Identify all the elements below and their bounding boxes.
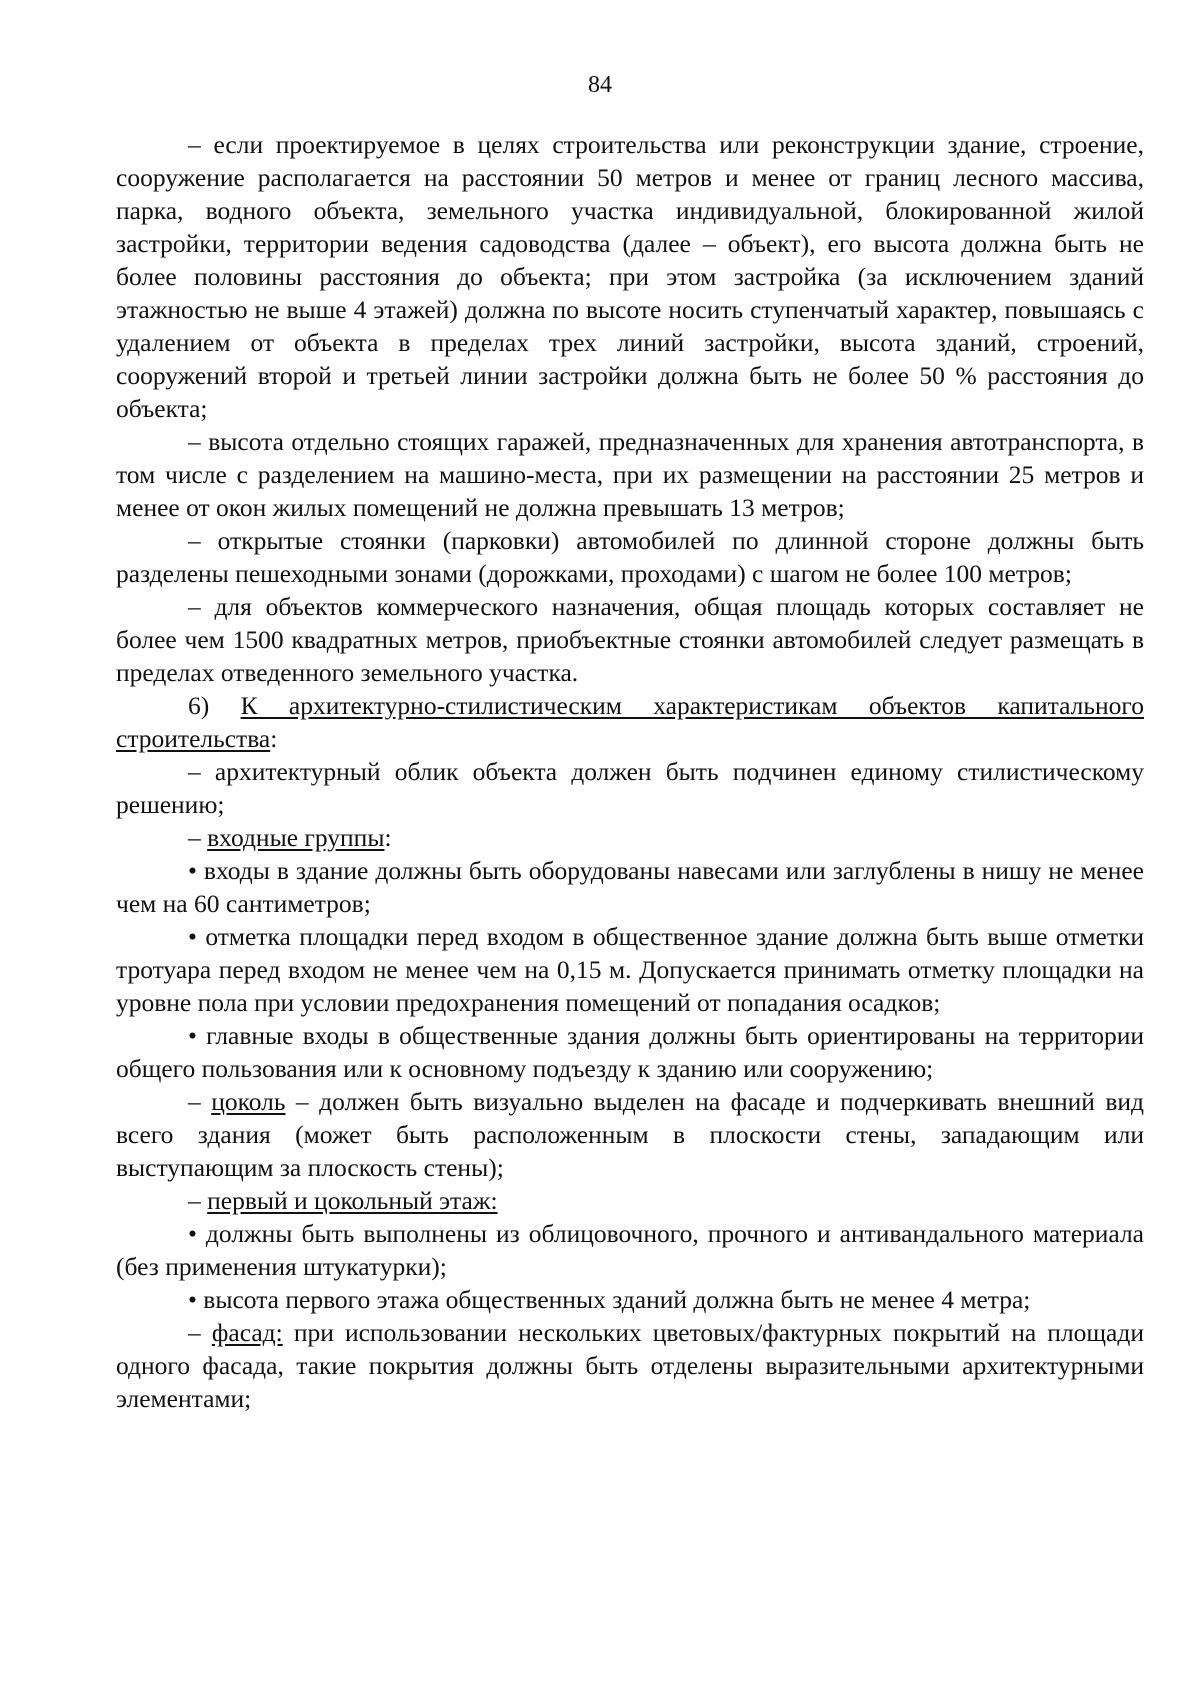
section-heading-suffix: : [270, 724, 278, 753]
paragraph-building-height-near-objects: – если проектируемое в целях строительства или реконструкции здание, строение, сооружение располагается на расстоянии 50 метров и менее от границ лесного массива, парка, водного объекта, земельного участка индивидуальной, блокированной жилой застройки, территории ведения садоводства (далее – объект), его высота должна быть не более половины расстояния до объекта; при этом застройка (за исключением зданий этажностью не выше 4 этажей) должна по высоте носить ступенчатый характер, повышаясь с удалением от объекта в пределах трех линий застройки, высота зданий, строений, сооружений второй и третьей линии застройки должна быть не более 50 % расстояния до объекта; [116, 130, 1144, 423]
subheading-text: первый и цокольный этаж: [207, 1186, 498, 1215]
bullet-first-floor-height: • высота первого этажа общественных зданий должна быть не менее 4 метра; [188, 1285, 1031, 1314]
subheading-dash: – [188, 1186, 208, 1215]
paragraph-facade [116, 1316, 1144, 1415]
section-heading-text: К архитектурно-стилистическим характеристикам объектов капитального строительства [116, 691, 1144, 753]
term-facade: фасад: [211, 1318, 283, 1347]
subheading-entrance-groups [116, 821, 1144, 854]
bullet-main-entrances-orientation: • главные входы в общественные здания должны быть ориентированы на территории общего пользования или к основному подъезду к зданию или сооружению; [116, 1021, 1144, 1083]
section-number: 6) [188, 691, 241, 720]
subheading-text: входные группы [207, 823, 385, 852]
document-body [116, 128, 1144, 1415]
paragraph-dash: – [188, 1318, 212, 1347]
bullet-entrance-platform-level: • отметка площадки перед входом в общественное здание должна быть выше отметки тротуара перед входом не менее чем на 0,15 м. Допускается принимать отметку площадки на уровне пола при условии предохранения помещений от попадания осадков; [116, 922, 1144, 1017]
bullet-entrance-canopies: • входы в здание должны быть оборудованы навесами или заглублены в нишу не менее чем на 60 сантиметров; [116, 856, 1144, 918]
section-heading-architectural [116, 689, 1144, 755]
paragraph-dash: – [188, 1087, 212, 1116]
subheading-first-floor [116, 1184, 1144, 1217]
term-plinth: цоколь [211, 1087, 286, 1116]
paragraph-open-parking: – открытые стоянки (парковки) автомобилей по длинной стороне должны быть разделены пешеходными зонами (дорожками, проходами) с шагом не более 100 метров; [116, 526, 1144, 588]
subheading-suffix: : [384, 823, 392, 852]
bullet-facing-material: • должны быть выполнены из облицовочного, прочного и антивандального материала (без применения штукатурки); [116, 1219, 1144, 1281]
paragraph-commercial-parking: – для объектов коммерческого назначения, общая площадь которых составляет не более чем 1500 квадратных метров, приобъектные стоянки автомобилей следует размещать в пределах отведенного земельного участка. [116, 592, 1144, 687]
paragraph-plinth [116, 1085, 1144, 1184]
paragraph-unified-style: – архитектурный облик объекта должен быть подчинен единому стилистическому решению; [116, 757, 1144, 819]
paragraph-facade-text: при использовании нескольких цветовых/фактурных покрытий на площади одного фасада, такие покрытия должны быть отделены выразительными архитектурными элементами; [116, 1318, 1144, 1413]
subheading-dash: – [188, 823, 208, 852]
paragraph-plinth-text: – должен быть визуально выделен на фасаде и подчеркивать внешний вид всего здания (может быть расположенным в плоскости стены, западающим или выступающим за плоскость стены); [116, 1087, 1145, 1182]
page-number: 84 [588, 72, 612, 98]
paragraph-garage-height: – высота отдельно стоящих гаражей, предназначенных для хранения автотранспорта, в том числе с разделением на машино-места, при их размещении на расстоянии 25 метров и менее от окон жилых помещений не должна превышать 13 метров; [116, 427, 1144, 522]
